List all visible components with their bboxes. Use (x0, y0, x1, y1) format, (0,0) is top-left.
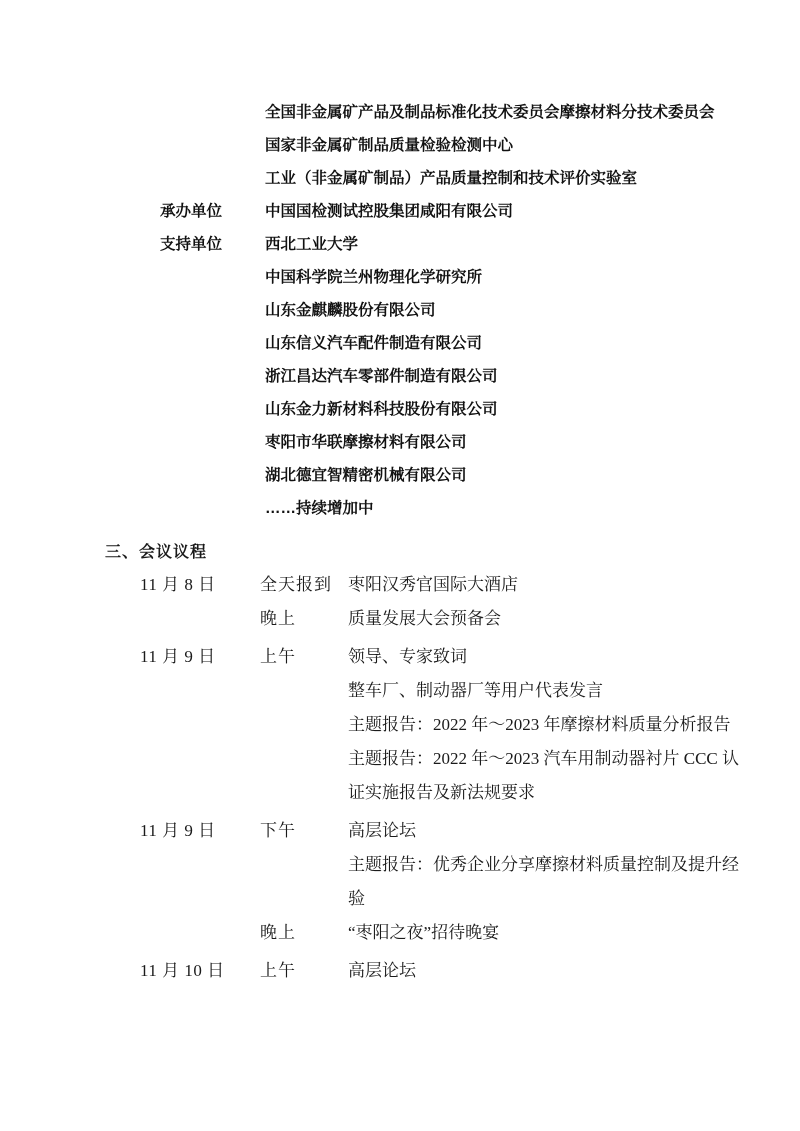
organiser-row (60, 393, 740, 426)
agenda-item: 主题报告：2022 年～2023 汽车用制动器衬片 CCC 认证实施报告及新法规要求 (348, 749, 740, 802)
agenda-rows (260, 568, 740, 636)
organiser-name: 工业（非金属矿制品）产品质量控制和技术评价实验室 (265, 170, 638, 187)
agenda-item: “枣阳之夜”招待晚宴 (348, 923, 500, 942)
organiser-name: 中国科学院兰州物理化学研究所 (265, 269, 483, 286)
agenda-date: 11 月 9 日 (140, 821, 216, 840)
agenda-rows (260, 640, 740, 810)
agenda-group (60, 640, 740, 810)
agenda-group (60, 568, 740, 636)
agenda-time: 下午 (260, 821, 296, 840)
agenda-item-list (348, 640, 740, 810)
agenda-date: 11 月 9 日 (140, 647, 216, 666)
agenda-row (260, 916, 740, 950)
organiser-name: 山东信义汽车配件制造有限公司 (265, 335, 483, 352)
agenda-group (60, 954, 740, 988)
agenda-time: 全天报到 (260, 575, 332, 594)
organiser-name: 山东金麒麟股份有限公司 (265, 302, 436, 319)
agenda-row (260, 602, 740, 636)
agenda-item: 质量发展大会预备会 (348, 609, 501, 628)
agenda-item: 高层论坛 (348, 821, 416, 840)
agenda-time: 晚上 (260, 609, 296, 628)
organiser-row (60, 327, 740, 360)
organisers-block (60, 96, 740, 525)
agenda-section-heading: 三、会议议程 (105, 544, 208, 561)
organiser-name: 浙江昌达汽车零部件制造有限公司 (265, 368, 498, 385)
organiser-name: 西北工业大学 (265, 236, 359, 253)
organiser-row (60, 261, 740, 294)
agenda-item: 主题报告：2022 年～2023 年摩擦材料质量分析报告 (348, 715, 731, 734)
organiser-name: 枣阳市华联摩擦材料有限公司 (265, 434, 467, 451)
organiser-more-note: ……持续增加中 (265, 500, 374, 517)
agenda-item: 主题报告：优秀企业分享摩擦材料质量控制及提升经验 (348, 855, 739, 908)
agenda-rows (260, 814, 740, 950)
organiser-name: 中国国检测试控股集团咸阳有限公司 (265, 203, 514, 220)
agenda-item-list (348, 814, 740, 916)
organiser-label-support: 支持单位 (160, 236, 223, 253)
agenda-row (260, 814, 740, 916)
organiser-row-support (60, 228, 740, 261)
organiser-name: 湖北德宜智精密机械有限公司 (265, 467, 467, 484)
agenda-time: 上午 (260, 647, 296, 666)
organiser-label-host: 承办单位 (160, 203, 223, 220)
agenda-item: 领导、专家致词 (348, 647, 467, 666)
organiser-row (60, 96, 740, 129)
agenda-row (260, 640, 740, 810)
organiser-name: 山东金力新材料科技股份有限公司 (265, 401, 498, 418)
organiser-row-host (60, 195, 740, 228)
organiser-row-more (60, 492, 740, 525)
organiser-row (60, 459, 740, 492)
agenda-item: 枣阳汉秀官国际大酒店 (348, 575, 518, 594)
organiser-row (60, 360, 740, 393)
agenda-time: 晚上 (260, 923, 296, 942)
agenda-group (60, 814, 740, 950)
organiser-name: 全国非金属矿产品及制品标准化技术委员会摩擦材料分技术委员会 (265, 104, 715, 121)
agenda-row (260, 568, 740, 602)
agenda-rows (260, 954, 740, 988)
agenda-date: 11 月 10 日 (140, 961, 225, 980)
organiser-row (60, 129, 740, 162)
agenda-time: 上午 (260, 961, 296, 980)
organiser-name: 国家非金属矿制品质量检验检测中心 (265, 137, 514, 154)
agenda-date: 11 月 8 日 (140, 575, 216, 594)
organiser-row (60, 426, 740, 459)
agenda-item: 整车厂、制动器厂等用户代表发言 (348, 681, 603, 700)
agenda-table (60, 568, 740, 988)
agenda-item: 高层论坛 (348, 961, 416, 980)
organiser-row (60, 162, 740, 195)
agenda-row (260, 954, 740, 988)
organiser-row (60, 294, 740, 327)
